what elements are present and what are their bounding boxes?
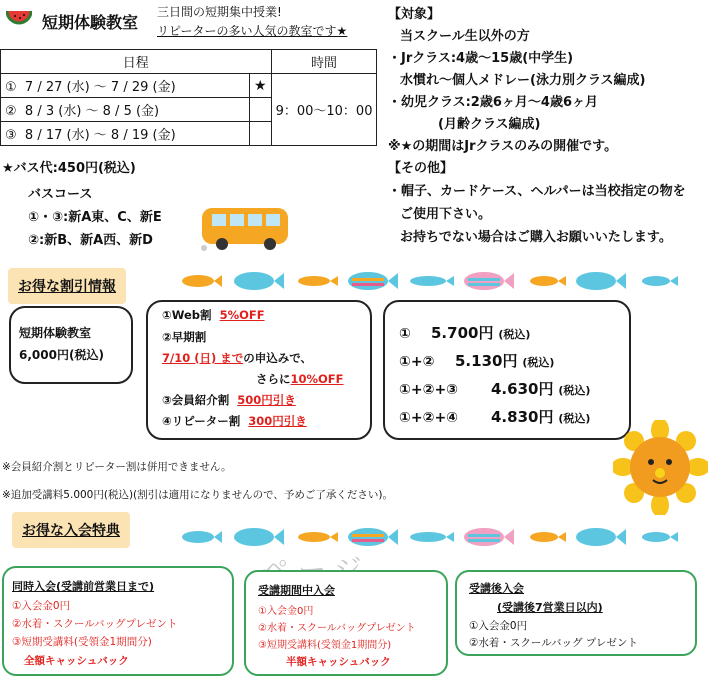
repeater-discount (162, 413, 307, 429)
web-discount-value: 5%OFF (219, 308, 265, 322)
discount-note-2: ※追加受講料5.000円(税込)(割引は適用になりませんので、予めご了承ください)。 (2, 489, 394, 501)
web-discount (162, 307, 265, 323)
early-discount-date: 7/10 (日) まで (162, 351, 244, 365)
price-combo: ①+②+③ (399, 382, 459, 398)
sunflower-mascot-icon (613, 420, 708, 515)
header-subtitle-2: リピーターの多い人気の教室です★ (157, 24, 348, 38)
benefits-tag-label: お得な入会特典 (22, 523, 120, 539)
fish-decoration-icon (176, 266, 721, 296)
base-price-value: 6,000円(税込) (19, 348, 104, 362)
benefit-item: ②水着・スクールバッグ プレゼント (469, 637, 638, 649)
other-line: ご使用下さい。 (400, 207, 492, 222)
benefit-item: ②水着・スクールバッグプレゼント (258, 623, 416, 634)
benefit-item: ②水着・スクールバッグプレゼント (12, 618, 178, 630)
benefit-item: ①入会金0円 (12, 600, 71, 612)
row-dates: 8 / 3 (水) ～ 8 / 5 (金) (24, 104, 160, 119)
star-mark (250, 122, 272, 146)
early-discount-label: ②早期割 (162, 330, 207, 344)
member-discount (162, 392, 296, 408)
schedule-table (0, 49, 377, 146)
price-combo: ① (399, 326, 411, 342)
fish-decoration-icon (176, 522, 721, 552)
early-discount-condition (162, 350, 312, 366)
early-discount-more-label: さらに (256, 372, 291, 386)
base-price-title: 短期体験教室 (19, 326, 92, 340)
price-value: 5.130円 (455, 352, 518, 370)
early-discount-text: の申込みで、 (243, 351, 313, 365)
row-number: ② (5, 104, 17, 119)
target-line: ・幼児クラス:2歳6ヶ月～4歳6ヶ月 (388, 95, 598, 110)
schedule-time: 9：00～10：00 (271, 74, 377, 146)
web-discount-label: ①Web割 (162, 308, 212, 322)
star-mark: ★ (250, 74, 272, 98)
benefit-box-simultaneous (2, 566, 234, 676)
benefit-item: ①入会金0円 (258, 606, 314, 617)
target-line: 水慣れ～個人メドレー(泳力別クラス編成) (400, 73, 646, 88)
benefit-box-after (455, 570, 697, 656)
early-discount-value: 10%OFF (290, 372, 344, 386)
benefit-box-during (244, 570, 448, 676)
price-combo: ①+②+④ (399, 410, 459, 426)
discount-note-1: ※会員紹介割とリピーター割は併用できません。 (2, 461, 232, 473)
repeater-discount-label: ④リピーター割 (162, 414, 241, 428)
target-line: 当スクール生以外の方 (400, 29, 530, 44)
price-row (399, 322, 530, 343)
price-row (399, 350, 554, 371)
benefit-subtitle: (受講後7営業日以内) (497, 601, 603, 614)
price-value: 4.830円 (491, 408, 554, 426)
price-row (399, 378, 590, 399)
table-row (1, 74, 377, 98)
discount-details-box (146, 300, 372, 440)
price-value: 5.700円 (431, 324, 494, 342)
price-tax: (税込) (522, 356, 555, 369)
repeater-discount-value: 300円引き (248, 414, 307, 428)
base-price-box (9, 306, 133, 384)
price-row (399, 406, 590, 427)
bus-course-2: ②:新B、新A西、新D (28, 233, 153, 248)
price-tax: (税込) (558, 412, 591, 425)
schedule-header-dates: 日程 (1, 50, 272, 74)
row-dates: 8 / 17 (水) ～ 8 / 19 (金) (24, 128, 176, 143)
price-value: 4.630円 (491, 380, 554, 398)
row-dates: 7 / 27 (水) ～ 7 / 29 (金) (24, 80, 176, 95)
benefit-item: ③短期受講料(受領金1期間分) (258, 640, 392, 651)
discount-tag-label: お得な割引情報 (18, 279, 116, 295)
bus-icon (198, 204, 293, 254)
other-line: お持ちでない場合はご購入お願いいたします。 (400, 230, 672, 245)
price-tax: (税込) (498, 328, 531, 341)
bus-course-1: ①・③:新A東、C、新E (28, 210, 162, 225)
other-heading: 【その他】 (388, 161, 454, 176)
member-discount-value: 500円引き (237, 393, 296, 407)
early-discount-more (256, 371, 344, 387)
star-mark (250, 98, 272, 122)
header-subtitle-1: 三日間の短期集中授業! (157, 5, 282, 19)
benefit-extra: 半額キャッシュバック (286, 656, 391, 668)
benefit-title: 同時入会(受講前営業日まで) (12, 580, 155, 593)
schedule-header-time: 時間 (271, 50, 377, 74)
other-line: ・帽子、カードケース、ヘルパーは当校指定の物を (388, 184, 686, 199)
watermelon-icon (6, 8, 32, 30)
price-combo: ①+② (399, 354, 435, 370)
benefits-tag (12, 512, 130, 548)
benefit-title: 受講後入会 (469, 582, 524, 595)
row-number: ③ (5, 128, 17, 143)
bus-course-title: バスコース (28, 187, 93, 202)
discount-tag (8, 268, 126, 304)
benefit-title: 受講期間中入会 (258, 584, 335, 597)
target-line: (月齢クラス編成) (438, 117, 541, 132)
target-heading: 【対象】 (388, 7, 441, 22)
benefit-extra: 全額キャッシュバック (24, 655, 129, 667)
page-title: 短期体験教室 (42, 13, 139, 32)
member-discount-label: ③会員紹介割 (162, 393, 230, 407)
benefit-item: ①入会金0円 (469, 620, 528, 632)
price-list-box (383, 300, 631, 440)
price-tax: (税込) (558, 384, 591, 397)
target-line: ・Jrクラス:4歳～15歳(中学生) (388, 51, 574, 66)
benefit-item: ③短期受講料(受領金1期間分) (12, 636, 152, 648)
target-note: ※★の期間はJrクラスのみの開催です。 (388, 139, 618, 154)
bus-fee: ★バス代:450円(税込) (2, 161, 136, 176)
row-number: ① (5, 80, 17, 95)
